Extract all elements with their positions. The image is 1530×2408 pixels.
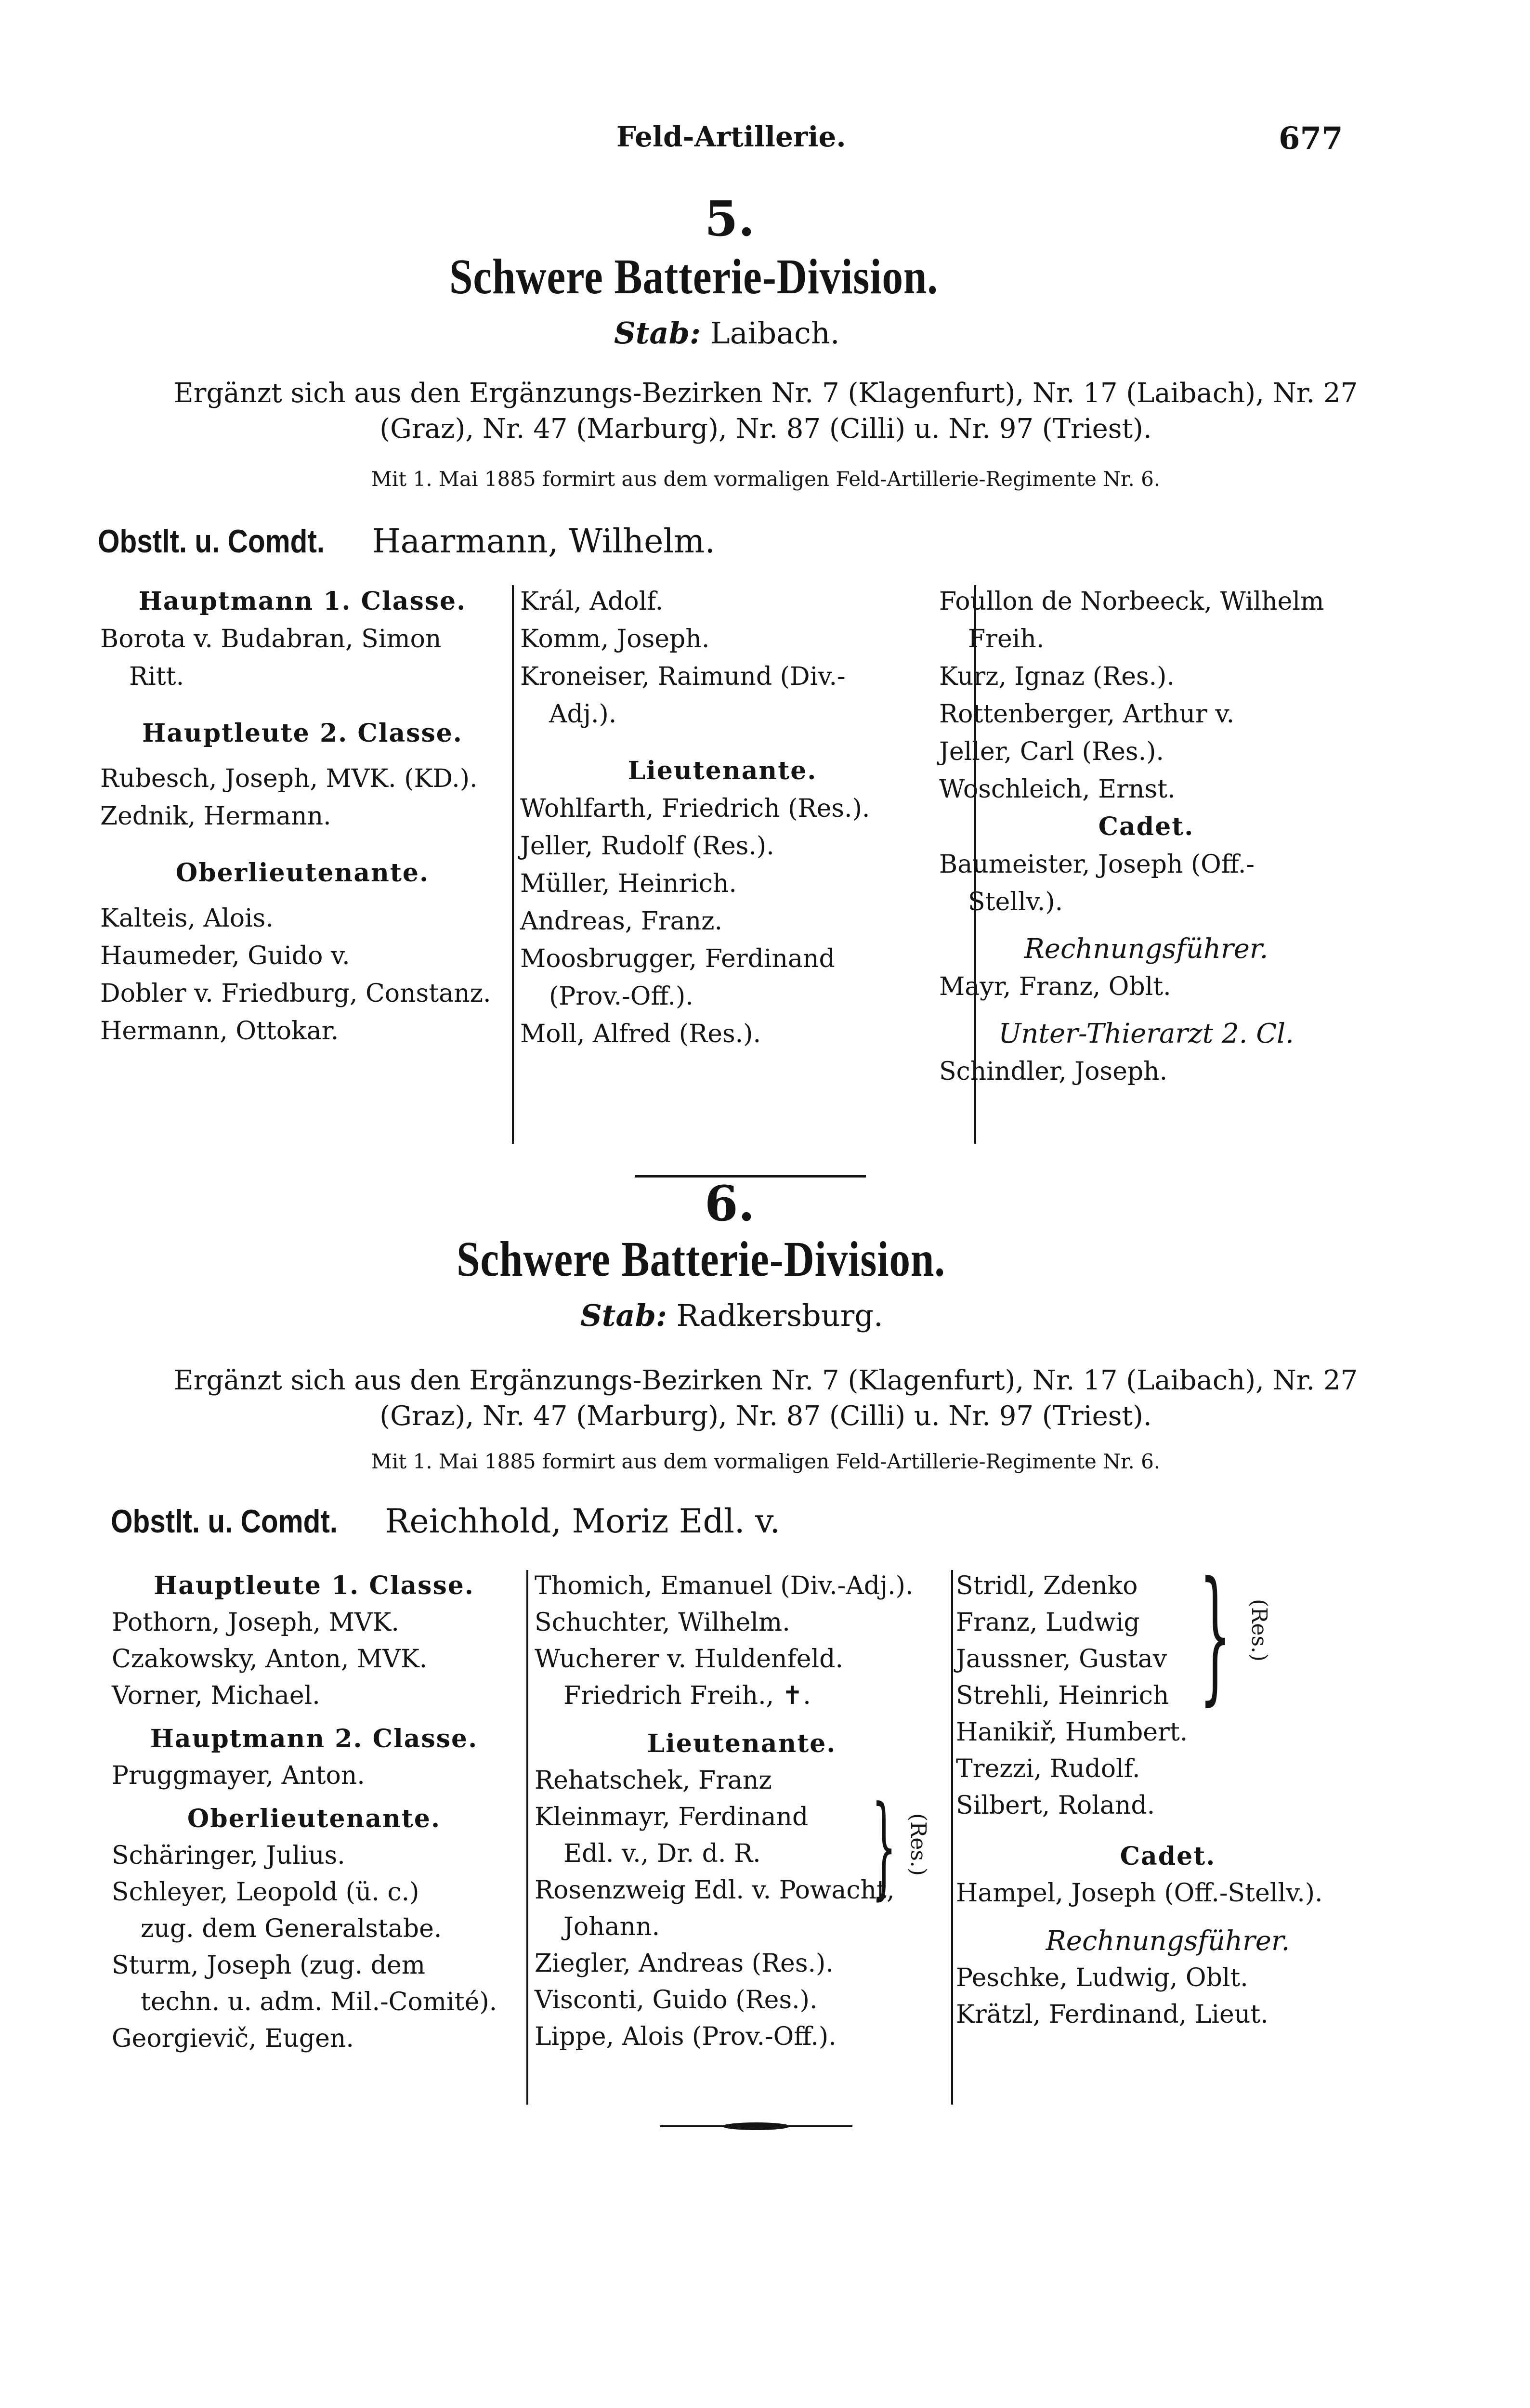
recruitment-line: Ergänzt sich aus den Ergänzungs-Bezirken Nr. 7 (Klagenfurt), Nr. 17 (Laibach), Nr. 27: [173, 1365, 1358, 1396]
reserve-label: (Res.): [906, 1813, 930, 1876]
roster-entry: Visconti, Guido (Res.).: [535, 1986, 818, 2015]
roster-entry: Silbert, Roland.: [956, 1791, 1155, 1820]
rank-heading: Unter-Thierarzt 2. Cl.: [998, 1018, 1294, 1049]
roster-entry: Jaussner, Gustav: [956, 1645, 1167, 1674]
roster-entry: Rubesch, Joseph, MVK. (KD.).: [100, 764, 478, 793]
end-ornament: [655, 2119, 857, 2133]
roster-entry-cont: zug. dem Generalstabe.: [141, 1914, 442, 1943]
roster-entry: Sturm, Joseph (zug. dem: [112, 1951, 426, 1980]
commander-name: Reichhold, Moriz Edl. v.: [385, 1503, 781, 1541]
roster-column-3: [956, 1568, 1380, 2033]
roster-entry: Lippe, Alois (Prov.-Off.).: [535, 2022, 837, 2051]
commander-line: [98, 523, 715, 561]
roster-entry: Komm, Joseph.: [520, 625, 710, 654]
section-number: 6.: [705, 1175, 755, 1232]
commander-name: Haarmann, Wilhelm.: [372, 523, 716, 561]
roster-entry: Kleinmayr, Ferdinand: [535, 1803, 809, 1832]
stab-label: Stab:: [580, 1298, 667, 1333]
rank-heading: Rechnungsführer.: [1024, 933, 1268, 965]
section-number: 5.: [705, 190, 755, 247]
roster-entry-cont: Adj.).: [549, 700, 617, 729]
stab-line: [614, 315, 840, 351]
roster-entry: Pothorn, Joseph, MVK.: [112, 1608, 399, 1637]
commander-rank: Obstlt. u. Comdt.: [98, 523, 325, 560]
rank-heading: Oberlieutenante.: [175, 858, 430, 888]
page-number: 677: [1279, 120, 1343, 157]
roster-entry-cont: Edl. v., Dr. d. R.: [563, 1839, 761, 1868]
recruitment-text: [67, 376, 1464, 447]
rank-heading: Cadet.: [1120, 1842, 1216, 1871]
running-head: Feld-Artillerie.: [616, 120, 846, 153]
roster-entry: Krätzl, Ferdinand, Lieut.: [956, 2000, 1268, 2029]
roster-entry-cont: Friedrich Freih., ✝.: [563, 1681, 811, 1710]
roster-entry-cont: Johann.: [563, 1912, 660, 1941]
commander-line: [111, 1503, 780, 1541]
roster-entry: Kroneiser, Raimund (Div.-: [520, 662, 846, 691]
rank-heading: Hauptmann 2. Classe.: [150, 1724, 478, 1754]
roster-entry: Andreas, Franz.: [520, 907, 723, 936]
brace-glyph: }: [872, 1782, 897, 1911]
roster-entry: Stridl, Zdenko: [956, 1571, 1138, 1600]
roster-entry: Franz, Ludwig: [956, 1608, 1140, 1637]
stab-place: Radkersburg.: [676, 1298, 883, 1333]
column-rule: [951, 1570, 953, 2105]
roster-entry: Vorner, Michael.: [112, 1681, 320, 1710]
roster-entry: Peschke, Ludwig, Oblt.: [956, 1963, 1248, 1992]
column-rule: [526, 1570, 528, 2105]
recruitment-line: (Graz), Nr. 47 (Marburg), Nr. 87 (Cilli) u. Nr. 97 (Triest).: [379, 413, 1152, 445]
roster-entry: Georgievič, Eugen.: [112, 2024, 354, 2053]
roster-entry: Hermann, Ottokar.: [100, 1017, 339, 1046]
roster-entry-cont: Ritt.: [129, 662, 184, 691]
roster-entry: Kalteis, Alois.: [100, 904, 274, 933]
roster-entry: Jeller, Rudolf (Res.).: [520, 832, 774, 861]
roster-entry: Wohlfarth, Friedrich (Res.).: [520, 794, 870, 823]
roster-entry-cont: (Prov.-Off.).: [549, 982, 693, 1011]
roster-entry: Kurz, Ignaz (Res.).: [939, 662, 1175, 691]
roster-column-1: [100, 583, 505, 1050]
stab-line: [580, 1298, 883, 1333]
brace-glyph: }: [1199, 1551, 1231, 1719]
roster-entry: Moll, Alfred (Res.).: [520, 1020, 761, 1048]
roster-entry: Zednik, Hermann.: [100, 802, 331, 831]
rank-heading: Hauptleute 2. Classe.: [142, 719, 463, 748]
roster-entry: Müller, Heinrich.: [520, 869, 737, 898]
roster-entry: Rosenzweig Edl. v. Powacht,: [535, 1876, 895, 1905]
roster-entry: Ziegler, Andreas (Res.).: [535, 1949, 834, 1978]
roster-entry: Rehatschek, Franz: [535, 1766, 772, 1795]
roster-entry-cont: techn. u. adm. Mil.-Comité).: [141, 1988, 497, 2016]
roster-entry: Hampel, Joseph (Off.-Stellv.).: [956, 1879, 1323, 1908]
roster-entry: Jeller, Carl (Res.).: [939, 737, 1164, 766]
rank-heading: Hauptleute 1. Classe.: [154, 1571, 474, 1600]
roster-entry: Rottenberger, Arthur v.: [939, 700, 1235, 729]
roster-entry: Thomich, Emanuel (Div.-Adj.).: [535, 1571, 914, 1600]
roster-entry: Mayr, Franz, Oblt.: [939, 972, 1171, 1001]
roster-entry: Dobler v. Friedburg, Constanz.: [100, 979, 491, 1008]
roster-entry: Pruggmayer, Anton.: [112, 1761, 365, 1790]
roster-entry: Schindler, Joseph.: [939, 1057, 1168, 1086]
reserve-label: (Res.): [1247, 1599, 1271, 1662]
roster-entry: Baumeister, Joseph (Off.-: [939, 850, 1255, 879]
recruitment-text: [67, 1363, 1464, 1434]
rank-heading: Cadet.: [1098, 812, 1194, 841]
stab-place: Laibach.: [710, 315, 840, 351]
roster-entry: Woschleich, Ernst.: [939, 775, 1176, 804]
roster-entry: Schleyer, Leopold (ü. c.): [112, 1878, 419, 1907]
roster-column-2: [520, 583, 925, 1053]
section-title: Schwere Batterie-Division.: [457, 1231, 945, 1287]
roster-entry: Trezzi, Rudolf.: [956, 1754, 1140, 1783]
roster-entry: Schäringer, Julius.: [112, 1841, 345, 1870]
roster-entry: Král, Adolf.: [520, 587, 664, 616]
roster-entry: Haumeder, Guido v.: [100, 942, 350, 970]
roster-entry: Wucherer v. Huldenfeld.: [535, 1645, 843, 1674]
roster-entry: Foullon de Norbeeck, Wilhelm: [939, 587, 1324, 616]
roster-entry: Strehli, Heinrich: [956, 1681, 1169, 1710]
formation-note: Mit 1. Mai 1885 formirt aus dem vormaligen Feld-Artillerie-Regimente Nr. 6.: [371, 1450, 1161, 1473]
roster-column-3: [939, 583, 1353, 1090]
commander-rank: Obstlt. u. Comdt.: [111, 1503, 338, 1540]
rank-heading: Oberlieutenante.: [187, 1804, 441, 1833]
formation-note: Mit 1. Mai 1885 formirt aus dem vormaligen Feld-Artillerie-Regimente Nr. 6.: [371, 467, 1161, 491]
recruitment-line: (Graz), Nr. 47 (Marburg), Nr. 87 (Cilli) u. Nr. 97 (Triest).: [379, 1400, 1152, 1432]
roster-entry-cont: Freih.: [968, 625, 1045, 654]
section-title: Schwere Batterie-Division.: [449, 249, 938, 304]
recruitment-line: Ergänzt sich aus den Ergänzungs-Bezirken Nr. 7 (Klagenfurt), Nr. 17 (Laibach), Nr. 27: [173, 378, 1358, 409]
rank-heading: Lieutenante.: [647, 1729, 837, 1758]
roster-entry: Borota v. Budabran, Simon: [100, 625, 442, 654]
column-rule: [512, 585, 514, 1144]
roster-entry: Moosbrugger, Ferdinand: [520, 944, 835, 973]
roster-column-1: [112, 1568, 516, 2057]
rank-heading: Rechnungsführer.: [1046, 1925, 1290, 1957]
rank-heading: Lieutenante.: [628, 756, 817, 785]
rank-heading: Hauptmann 1. Classe.: [138, 587, 467, 616]
roster-entry: Hanikiř, Humbert.: [956, 1718, 1188, 1747]
stab-label: Stab:: [614, 315, 701, 351]
roster-entry-cont: Stellv.).: [968, 888, 1063, 916]
roster-entry: Czakowsky, Anton, MVK.: [112, 1645, 428, 1674]
roster-entry: Schuchter, Wilhelm.: [535, 1608, 790, 1637]
